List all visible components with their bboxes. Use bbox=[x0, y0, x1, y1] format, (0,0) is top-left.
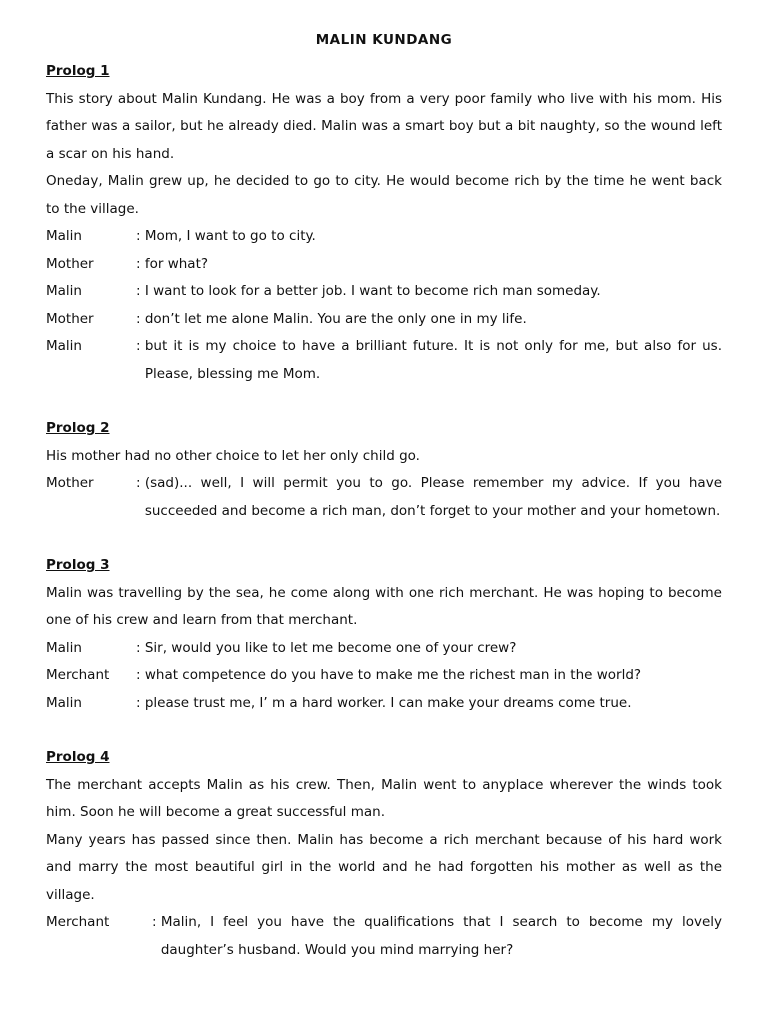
dialogue-line bbox=[46, 470, 722, 525]
speaker-name: Malin bbox=[46, 694, 82, 711]
speaker-name: Malin bbox=[46, 639, 82, 656]
narration-paragraph: Malin was travelling by the sea, he come along with one rich merchant. He was hoping to become one of his crew and learn from that merchant. bbox=[46, 584, 722, 628]
speaker-name: Mother bbox=[46, 475, 94, 491]
dialogue-line bbox=[46, 223, 722, 251]
speaker-name: Merchant bbox=[46, 914, 110, 930]
speaker-colon: : bbox=[136, 338, 145, 354]
dialogue-text: Mom, I want to go to city. bbox=[144, 228, 316, 244]
dialogue-text: don’t let me alone Malin. You are the only one in my life. bbox=[144, 310, 527, 327]
speaker-colon: : bbox=[136, 694, 145, 711]
dialogue-text: (sad)... well, I will permit you to go. Please remember my advice. If you have succeeded and become a rich man, don’t forget to your mother and your hometown. bbox=[144, 475, 722, 519]
speaker-colon: : bbox=[136, 255, 145, 272]
narration-paragraph: Many years has passed since then. Malin has become a rich merchant because of his hard work and marry the most beautiful girl in the world and he had forgotten his mother as well as the village. bbox=[46, 831, 722, 903]
speaker-name: Malin bbox=[46, 228, 82, 244]
speaker-colon: : bbox=[136, 667, 145, 683]
narration-paragraph: The merchant accepts Malin as his crew. Then, Malin went to anyplace wherever the winds took him. Soon he will become a great successful man. bbox=[46, 776, 722, 820]
speaker-name: Mother bbox=[46, 255, 94, 272]
dialogue-line bbox=[46, 333, 722, 388]
section-prolog-2 bbox=[46, 415, 722, 525]
section-prolog-3 bbox=[46, 552, 722, 717]
dialogue-line bbox=[46, 306, 722, 334]
section-heading: Prolog 2 bbox=[46, 420, 110, 436]
speaker-name: Merchant bbox=[46, 667, 110, 683]
dialogue-text: what competence do you have to make me the richest man in the world? bbox=[144, 667, 642, 683]
dialogue-text: I want to look for a better job. I want to become rich man someday. bbox=[144, 283, 601, 299]
dialogue-line bbox=[46, 635, 722, 663]
narration-paragraph: Oneday, Malin grew up, he decided to go to city. He would become rich by the time he went back to the village. bbox=[46, 173, 722, 217]
section-heading: Prolog 4 bbox=[46, 749, 110, 765]
dialogue-text: please trust me, I’ m a hard worker. I can make your dreams come true. bbox=[144, 694, 632, 711]
section-heading: Prolog 3 bbox=[46, 557, 110, 573]
speaker-name: Mother bbox=[46, 310, 94, 327]
section-prolog-1 bbox=[46, 58, 722, 388]
dialogue-line bbox=[46, 909, 722, 964]
speaker-colon: : bbox=[136, 475, 145, 491]
narration-paragraph: His mother had no other choice to let her only child go. bbox=[46, 447, 420, 464]
dialogue-text: Sir, would you like to let me become one of your crew? bbox=[144, 639, 517, 656]
document-title: MALIN KUNDANG bbox=[315, 32, 453, 48]
dialogue-line bbox=[46, 278, 722, 306]
dialogue-text: but it is my choice to have a brilliant future. It is not only for me, but also for us. Please, blessing me Mom. bbox=[144, 338, 722, 382]
speaker-name: Malin bbox=[46, 338, 82, 354]
speaker-colon: : bbox=[152, 914, 161, 930]
speaker-name: Malin bbox=[46, 283, 82, 299]
section-prolog-4 bbox=[46, 744, 722, 964]
speaker-colon: : bbox=[136, 283, 145, 299]
speaker-colon: : bbox=[136, 639, 145, 656]
narration-paragraph: This story about Malin Kundang. He was a boy from a very poor family who live with his mom. His father was a sailor, but he already died. Malin was a smart boy but a bit naughty, so the wound left a scar on his hand. bbox=[46, 90, 722, 162]
dialogue-line bbox=[46, 251, 722, 279]
section-heading: Prolog 1 bbox=[46, 63, 110, 79]
dialogue-line bbox=[46, 690, 722, 718]
dialogue-line bbox=[46, 662, 722, 690]
speaker-colon: : bbox=[136, 228, 145, 244]
dialogue-text: for what? bbox=[144, 255, 209, 272]
dialogue-text: Malin, I feel you have the qualifications that I search to become my lovely daughter’s husband. Would you mind marrying her? bbox=[160, 914, 722, 958]
speaker-colon: : bbox=[136, 310, 145, 327]
